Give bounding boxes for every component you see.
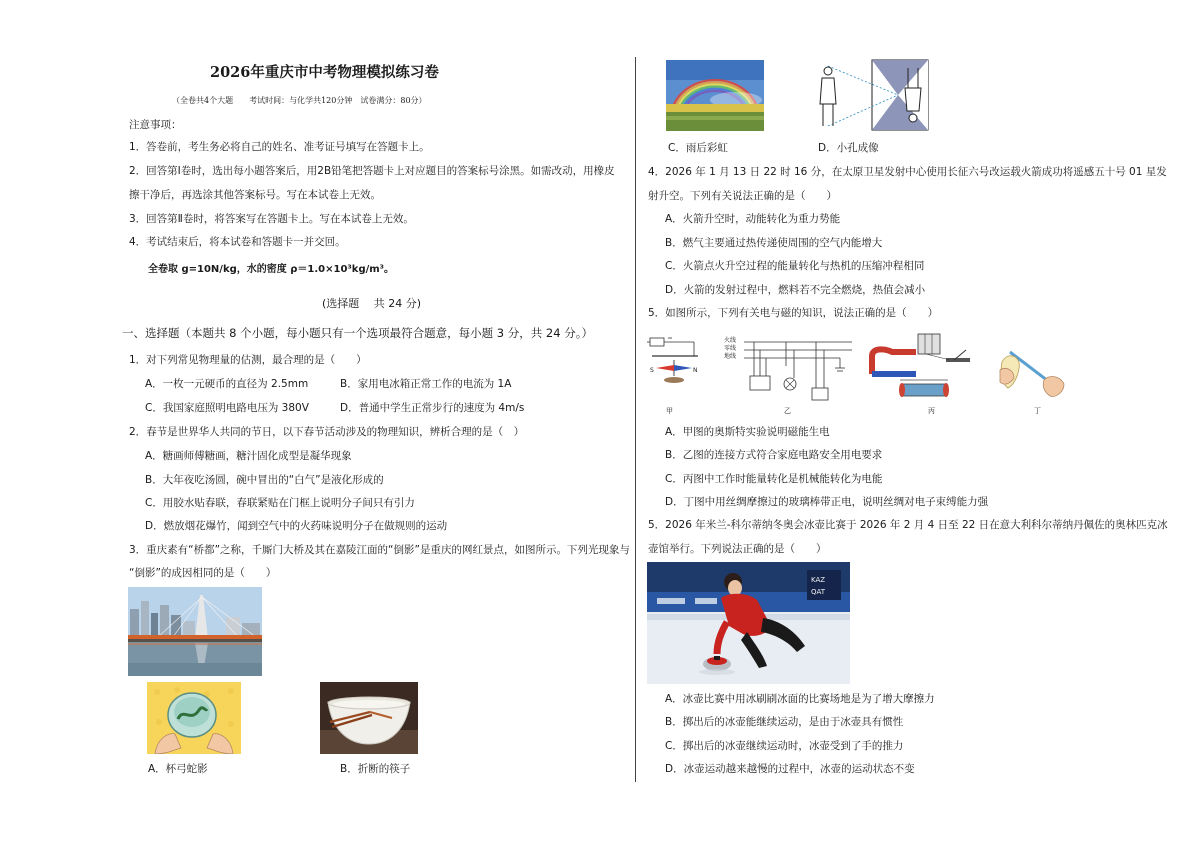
note-item: 4．考试结束后，将本试卷和答题卡一并交回。 [129, 236, 346, 248]
q3-stem-cont: “倒影”的成因相同的是（ ） [129, 567, 277, 579]
scoreboard-team-1: KAZ [811, 576, 826, 584]
cup-snake-illustration [147, 682, 241, 754]
column-divider [635, 57, 636, 782]
bent-chopsticks-photo [320, 682, 418, 754]
figure-label-bing: 丙 [928, 407, 935, 415]
oersted-experiment-figure [646, 332, 702, 408]
q6-option-a: A．冰壶比赛中用冰刷刷冰面的比赛场地是为了增大摩擦力 [665, 693, 935, 705]
q2-option-b: B．大年夜吃汤圆，碗中冒出的“白气”是液化形成的 [145, 474, 384, 486]
note-item: 2．回答第Ⅰ卷时，选出每小题答案后，用2B铅笔把答题卡上对应题目的答案标号涂黑。如需改动，用橡皮 [129, 165, 615, 177]
q5-option-c: C．丙图中工作时能量转化是机械能转化为电能 [665, 473, 883, 485]
q1-option-c: C．我国家庭照明电路电压为 380V [145, 402, 309, 414]
q3-stem: 3．重庆素有“桥都”之称，千厮门大桥及其在嘉陵江面的“倒影”是重庆的网红景点，如图所示。下列光现象与 [129, 544, 630, 556]
scoreboard-team-2: QAT [811, 588, 826, 596]
q3-option-d: D．小孔成像 [818, 142, 879, 154]
section-intro: 一、选择题（本题共 8 个小题，每小题只有一个选项最符合题意，每小题 3 分，共 24 分。） [122, 326, 593, 340]
rainbow-photo [666, 60, 764, 131]
bridge-reflection-photo [128, 587, 262, 676]
note-item: 擦干净后，再选涂其他答案标号。写在本试卷上无效。 [129, 189, 381, 201]
q1-stem: 1．对下列常见物理量的估测，最合理的是（ ） [129, 354, 367, 366]
q2-stem: 2．春节是世界华人共同的节日，以下春节活动涉及的物理知识，辨析合理的是（ ） [129, 426, 525, 438]
q4-stem: 4．2026 年 1 月 13 日 22 时 16 分，在太原卫星发射中心使用长征六号改运载火箭成功将遥感五十号 01 星发 [648, 166, 1167, 178]
q4-option-b: B．燃气主要通过热传递使周围的空气内能增大 [665, 237, 883, 249]
q3-option-b: B．折断的筷子 [340, 763, 411, 775]
glass-rod-silk-figure [998, 344, 1068, 402]
q5-stem: 5．如图所示，下列有关电与磁的知识，说法正确的是（ ） [648, 307, 939, 319]
neutral-wire-label: 零线 [724, 345, 737, 352]
household-circuit-figure [720, 336, 854, 404]
ground-wire-label: 地线 [724, 353, 737, 360]
live-wire-label: 火线 [724, 337, 737, 344]
q5-option-a: A．甲图的奥斯特实验说明磁能生电 [665, 426, 830, 438]
section-label: (选择题 共 24 分) [322, 297, 422, 310]
q1-option-b: B．家用电冰箱正常工作的电流为 1A [340, 378, 512, 390]
svg-text:S: S [650, 367, 654, 374]
right-column [638, 0, 1200, 849]
notes-heading: 注意事项： [129, 119, 182, 131]
q4-option-c: C．火箭点火升空过程的能量转化与热机的压缩冲程相同 [665, 260, 925, 272]
q6-option-d: D．冰壶运动越来越慢的过程中，冰壶的运动状态不变 [665, 763, 915, 775]
q2-option-a: A．糖画师傅糖画，糖汁固化成型是凝华现象 [145, 450, 352, 462]
constants-note: 全卷取 g=10N/kg，水的密度 ρ＝1.0×10³kg/m³。 [148, 264, 395, 275]
figure-label-jia: 甲 [666, 407, 673, 415]
figure-label-yi: 乙 [784, 407, 791, 415]
figure-label-ding: 丁 [1034, 407, 1041, 415]
q4-option-a: A．火箭升空时，动能转化为重力势能 [665, 213, 841, 225]
pinhole-imaging-diagram [810, 58, 930, 132]
q3-option-a: A．杯弓蛇影 [148, 763, 208, 775]
note-item: 3．回答第Ⅱ卷时，将答案写在答题卡上。写在本试卷上无效。 [129, 213, 414, 225]
q5-option-d: D．丁图中用丝绸摩擦过的玻璃棒带正电，说明丝绸对电子束缚能力强 [665, 496, 989, 508]
q6-stem: 5．2026 年米兰-科尔蒂纳冬奥会冰壶比赛于 2026 年 2 月 4 日至 22 日在意大利科尔蒂纳丹佩佐的奥林匹克冰 [648, 519, 1168, 531]
q2-option-c: C．用胶水贴春联，春联紧贴在门框上说明分子间只有引力 [145, 497, 415, 509]
q6-stem-cont: 壶馆举行。下列说法正确的是（ ） [648, 543, 827, 555]
q6-option-c: C．掷出后的冰壶继续运动时，冰壶受到了手的推力 [665, 740, 904, 752]
electromagnetic-apparatus-figure [866, 330, 986, 408]
q1-option-d: D．普通中学生正常步行的速度为 4m/s [340, 402, 525, 414]
note-item: 1．答卷前，考生务必将自己的姓名、准考证号填写在答题卡上。 [129, 141, 430, 153]
svg-text:N: N [693, 367, 698, 374]
q3-option-c: C．雨后彩虹 [668, 142, 728, 154]
q4-stem-cont: 射升空。下列有关说法正确的是（ ） [648, 190, 837, 202]
q1-option-a: A．一枚一元硬币的直径为 2.5mm [145, 378, 309, 390]
q2-option-d: D．燃放烟花爆竹，闻到空气中的火药味说明分子在做规则的运动 [145, 520, 448, 532]
page-title: 2026年重庆市中考物理模拟练习卷 [210, 64, 439, 81]
q5-option-b: B．乙图的连接方式符合家庭电路安全用电要求 [665, 449, 883, 461]
exam-info: （全卷共4个大题 考试时间：与化学共120分钟 试卷满分：80分） [172, 96, 427, 105]
q6-option-b: B．掷出后的冰壶能继续运动，是由于冰壶具有惯性 [665, 716, 904, 728]
q4-option-d: D．火箭的发射过程中，燃料若不完全燃烧，热值会减小 [665, 284, 926, 296]
curling-athlete-photo [647, 562, 850, 684]
